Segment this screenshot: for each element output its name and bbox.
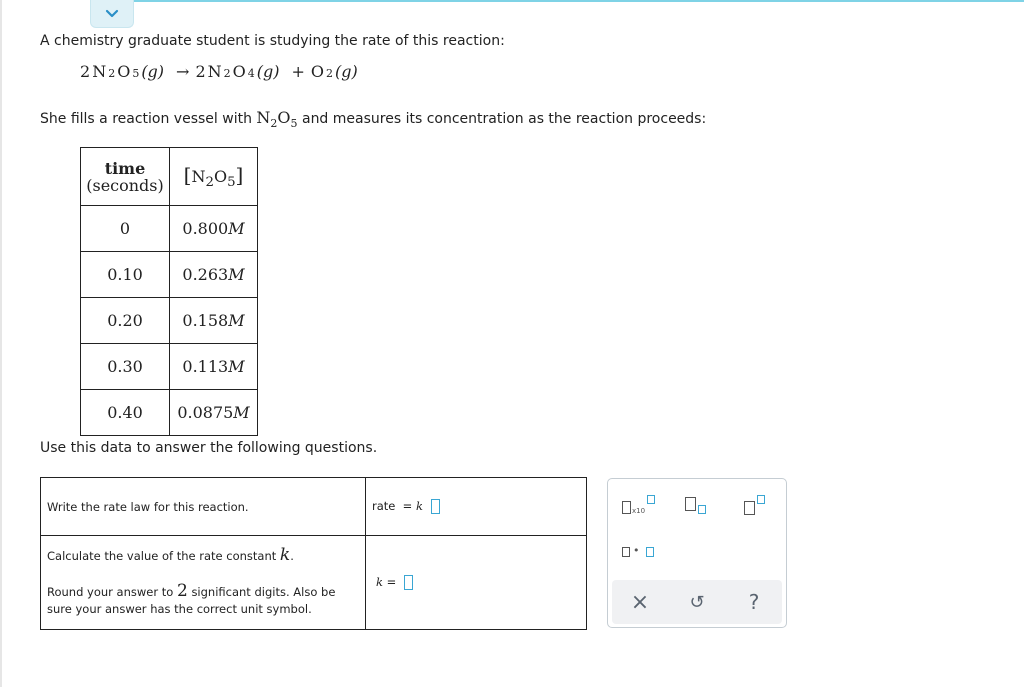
concentration-value: 0.0875: [177, 403, 234, 422]
instructions-text: Use this data to answer the following questions.: [40, 440, 378, 456]
reaction-equation: [80, 62, 364, 81]
prompt-spacer: [47, 565, 359, 583]
k-symbol: k: [279, 545, 291, 565]
vessel-formula-sub-n: 2: [270, 117, 278, 131]
math-toolbox: [607, 478, 787, 628]
superscript-button[interactable]: [744, 493, 772, 517]
molarity-unit: M: [228, 265, 245, 284]
reactant-element-o: O: [117, 62, 131, 81]
time-header-label: time: [104, 158, 146, 178]
molarity-unit: M: [228, 357, 245, 376]
prompt-line-2-b: significant digits. Also be: [191, 585, 336, 599]
concentration-cell: [170, 298, 258, 344]
concentration-value: 0.158: [182, 311, 229, 330]
rate-constant-input[interactable]: [404, 575, 413, 590]
multiply-dot-button[interactable]: [622, 545, 662, 561]
superscript-box-icon: [757, 495, 765, 504]
vessel-description: [40, 108, 706, 130]
k-symbol: k: [376, 575, 383, 589]
vessel-formula-o: O: [277, 108, 291, 127]
concentration-value: 0.113: [182, 357, 229, 376]
header-sub-o: 5: [227, 175, 236, 191]
left-box-icon: [622, 547, 630, 557]
header-sub-n: 2: [205, 175, 214, 191]
equals-sign: =: [402, 499, 413, 513]
question-row-rate-constant: [41, 536, 587, 630]
molarity-unit: M: [228, 219, 245, 238]
rate-constant-prompt: [41, 536, 366, 630]
time-cell: 0.40: [81, 390, 170, 436]
table-row: [81, 390, 258, 436]
sig-fig-count: 2: [176, 581, 188, 601]
base-box-icon: [685, 497, 696, 511]
reactant-element-n: N: [92, 62, 107, 81]
product1-state: (g): [256, 62, 280, 81]
prompt-line-1: [47, 547, 359, 565]
product1-sub-o: 4: [247, 67, 255, 80]
reactant-sub-o: 5: [132, 67, 140, 80]
dot-icon: •: [633, 544, 640, 557]
concentration-cell: [170, 344, 258, 390]
question-row-rate-law: [41, 478, 587, 536]
top-frame-border: [130, 0, 1024, 2]
prompt-line-1-text: Calculate the value of the rate constant: [47, 549, 277, 563]
equals-sign: =: [386, 575, 397, 589]
time-cell: 0: [81, 206, 170, 252]
molarity-unit: M: [233, 403, 250, 422]
base-box-icon: [744, 501, 755, 515]
left-frame-border: [0, 0, 2, 687]
exponent-box-icon: [647, 495, 655, 504]
collapse-toggle-button[interactable]: [90, 0, 134, 28]
concentration-cell: [170, 252, 258, 298]
clear-button[interactable]: [628, 590, 652, 614]
prompt-line-2-a: Round your answer to: [47, 585, 174, 599]
reactant-coefficient: 2: [80, 62, 91, 81]
time-header: [81, 148, 170, 206]
time-cell: 0.30: [81, 344, 170, 390]
bracket-open: [: [183, 162, 192, 187]
x10-label: x10: [632, 507, 646, 515]
right-box-icon: [646, 547, 654, 557]
vessel-formula-n: N: [256, 108, 271, 127]
time-cell: 0.10: [81, 252, 170, 298]
vessel-text-after: and measures its concentration as the reaction proceeds:: [301, 111, 707, 127]
concentration-cell: [170, 206, 258, 252]
action-bar: [612, 580, 782, 624]
rate-law-prompt: Write the rate law for this reaction.: [41, 478, 366, 536]
reactant-sub-n: 2: [108, 67, 116, 80]
time-cell: 0.20: [81, 298, 170, 344]
rate-constant-answer-cell: [366, 536, 587, 630]
product1-element-n: N: [207, 62, 222, 81]
subscript-box-icon: [698, 505, 706, 514]
help-icon: ?: [748, 590, 760, 614]
vessel-formula-sub-o: 5: [290, 117, 298, 131]
header-element-n: N: [191, 166, 206, 186]
product1-sub-n: 2: [223, 67, 231, 80]
concentration-table: [80, 147, 258, 436]
chevron-down-icon: [105, 9, 119, 19]
base-box-icon: [622, 501, 631, 514]
table-row: [81, 206, 258, 252]
bracket-close: ]: [235, 162, 244, 187]
plus-sign: +: [291, 62, 305, 81]
subscript-button[interactable]: [685, 495, 713, 517]
product1-coefficient: 2: [195, 62, 206, 81]
concentration-value: 0.800: [182, 219, 229, 238]
concentration-cell: [170, 390, 258, 436]
prompt-line-2: [47, 583, 359, 601]
vessel-text-before: She fills a reaction vessel with: [40, 111, 252, 127]
scientific-notation-button[interactable]: [622, 495, 660, 517]
time-header-unit: (seconds): [86, 175, 164, 195]
concentration-value: 0.263: [182, 265, 229, 284]
rate-law-answer-cell: [366, 478, 587, 536]
table-row: [81, 344, 258, 390]
table-row: [81, 298, 258, 344]
undo-icon: ↺: [689, 591, 705, 613]
product2-state: (g): [335, 62, 358, 81]
product1-element-o: O: [232, 62, 246, 81]
help-button[interactable]: [742, 590, 766, 614]
prompt-period: .: [290, 549, 294, 563]
molarity-unit: M: [228, 311, 245, 330]
header-element-o: O: [213, 166, 228, 186]
product2-sub-o: 2: [326, 67, 334, 80]
question-table: [40, 477, 587, 630]
rate-law-input[interactable]: [431, 499, 440, 514]
concentration-header: [170, 148, 258, 206]
undo-button[interactable]: [685, 590, 709, 614]
close-icon: ×: [630, 589, 650, 615]
table-header-row: [81, 148, 258, 206]
reactant-state: (g): [141, 62, 165, 81]
prompt-line-3: sure your answer has the correct unit symbol.: [47, 602, 312, 616]
table-row: [81, 252, 258, 298]
reaction-arrow: →: [176, 62, 190, 81]
rate-label: rate: [372, 499, 396, 513]
k-symbol: k: [415, 499, 423, 513]
product2-element-o: O: [310, 62, 325, 81]
vessel-formula: [256, 108, 298, 131]
intro-text: A chemistry graduate student is studying the rate of this reaction:: [40, 33, 505, 49]
